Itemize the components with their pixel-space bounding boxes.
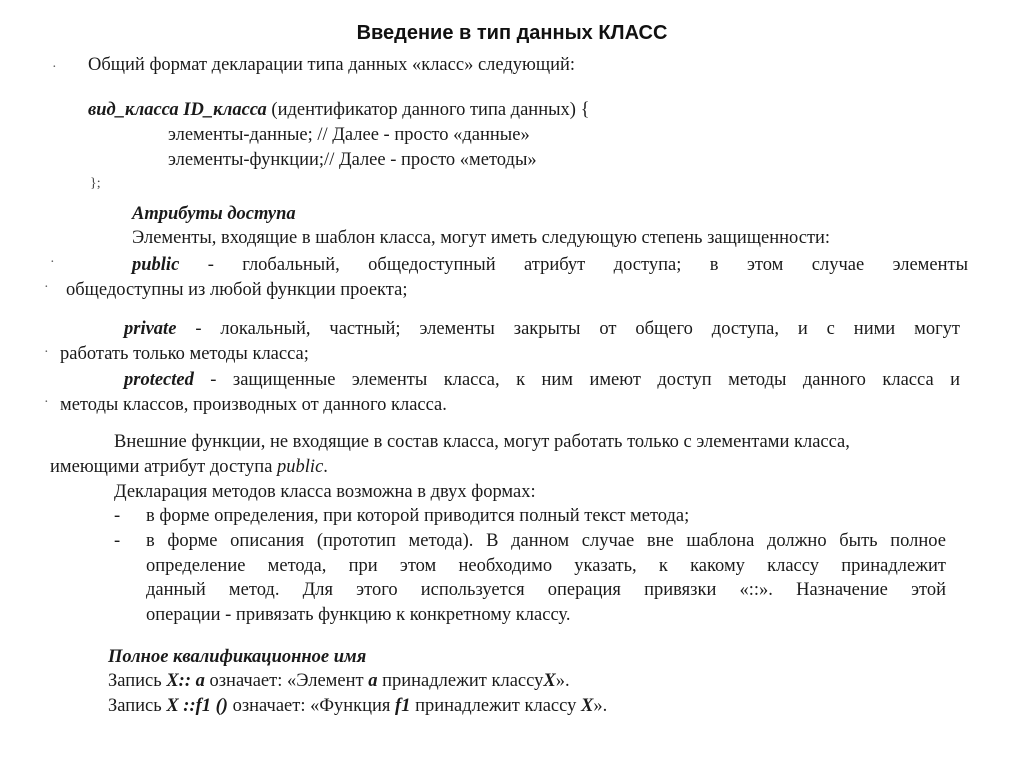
qualified-heading: Полное квалификационное имя — [108, 647, 367, 667]
qualified-line-2-mid2: принадлежит классу — [410, 696, 581, 716]
private-keyword: private — [124, 319, 177, 339]
scan-speck: · — [52, 60, 57, 75]
public-keyword: public — [132, 255, 180, 275]
public-line-1 — [132, 253, 968, 277]
protected-description: - защищенные элементы класса, к ним имеют доступ методы данного класса и — [193, 370, 960, 390]
qualified-line-1-mid: означает: «Элемент — [204, 671, 369, 691]
methods-item-2-line-1: в форме описания (прототип метода). В данном случае вне шаблона должно быть полное — [146, 531, 946, 551]
qualified-line-1-prefix: Запись — [108, 671, 167, 691]
format-intro: Общий формат декларации типа данных «класс» следующий: — [88, 55, 576, 75]
methods-item-1: в форме определения, при которой приводится полный текст метода; — [146, 506, 690, 526]
bullet-dash: - — [114, 531, 121, 551]
methods-item-2-line-2: определение метода, при этом необходимо указать, к какому классу принадлежит — [146, 556, 946, 576]
qualified-line-2-mid: означает: «Функция — [227, 696, 396, 716]
members-functions-line: элементы-функции;// Далее - просто «методы» — [168, 150, 537, 170]
qualified-element-a: а — [368, 671, 378, 691]
qualified-line-2-prefix: Запись — [108, 696, 167, 716]
qualified-line-1-mid2: принадлежит классу — [377, 671, 544, 691]
public-line-2: общедоступны из любой функции проекта; — [66, 280, 408, 300]
qualified-function-f1: f1 — [395, 696, 411, 716]
access-heading: Атрибуты доступа — [132, 204, 296, 224]
declaration-rest: (идентификатор данного типа данных) { — [266, 100, 590, 120]
methods-item-2-line-3: данный метод. Для этого используется операция привязки «::». Назначение этой — [146, 580, 946, 600]
qualified-code-2: X ::f1 () — [166, 696, 228, 716]
scan-speck: · — [44, 280, 49, 295]
class-kind-keyword: вид_класса — [88, 100, 179, 120]
protected-line-1 — [124, 368, 960, 392]
private-line-1 — [124, 317, 960, 341]
declaration-closing: }; — [90, 176, 101, 191]
class-id-keyword: ID_класса — [183, 100, 267, 120]
protected-keyword: protected — [124, 370, 194, 390]
members-data-line: элементы-данные; // Далее - просто «данные» — [168, 125, 530, 145]
qualified-line-1-end: ». — [555, 671, 570, 691]
scan-speck: · — [44, 395, 49, 410]
external-line-1: Внешние функции, не входящие в состав класса, могут работать только с элементами класса, — [114, 432, 850, 452]
external-line-2 — [50, 455, 328, 479]
public-description: - глобальный, общедоступный атрибут доступа; в этом случае элементы — [179, 255, 968, 275]
page-title: Введение в тип данных КЛАСС — [356, 22, 668, 44]
private-line-2: работать только методы класса; — [60, 344, 309, 364]
methods-item-2-line-4: операции - привязать функцию к конкретному классу. — [146, 605, 571, 625]
bullet-dash: - — [114, 506, 121, 526]
external-line-2-period: . — [323, 457, 328, 477]
qualified-line-2-end: ». — [593, 696, 608, 716]
qualified-line-2 — [108, 694, 607, 718]
scan-speck: · — [44, 345, 49, 360]
external-public-keyword: public — [277, 457, 324, 477]
methods-intro: Декларация методов класса возможна в двух формах: — [114, 482, 536, 502]
scan-speck: · — [50, 255, 55, 270]
private-description: - локальный, частный; элементы закрыты от общего доступа, и с ними могут — [176, 319, 960, 339]
access-intro: Элементы, входящие в шаблон класса, могут иметь следующую степень защищенности: — [132, 228, 831, 248]
external-line-2-text: имеющими атрибут доступа — [50, 457, 278, 477]
qualified-code-1: X:: a — [166, 671, 205, 691]
qualified-class-x-2: X — [581, 696, 594, 716]
format-declaration — [88, 98, 589, 122]
qualified-line-1 — [108, 669, 570, 693]
qualified-class-x-1: X — [543, 671, 556, 691]
protected-line-2: методы классов, производных от данного класса. — [60, 395, 447, 415]
